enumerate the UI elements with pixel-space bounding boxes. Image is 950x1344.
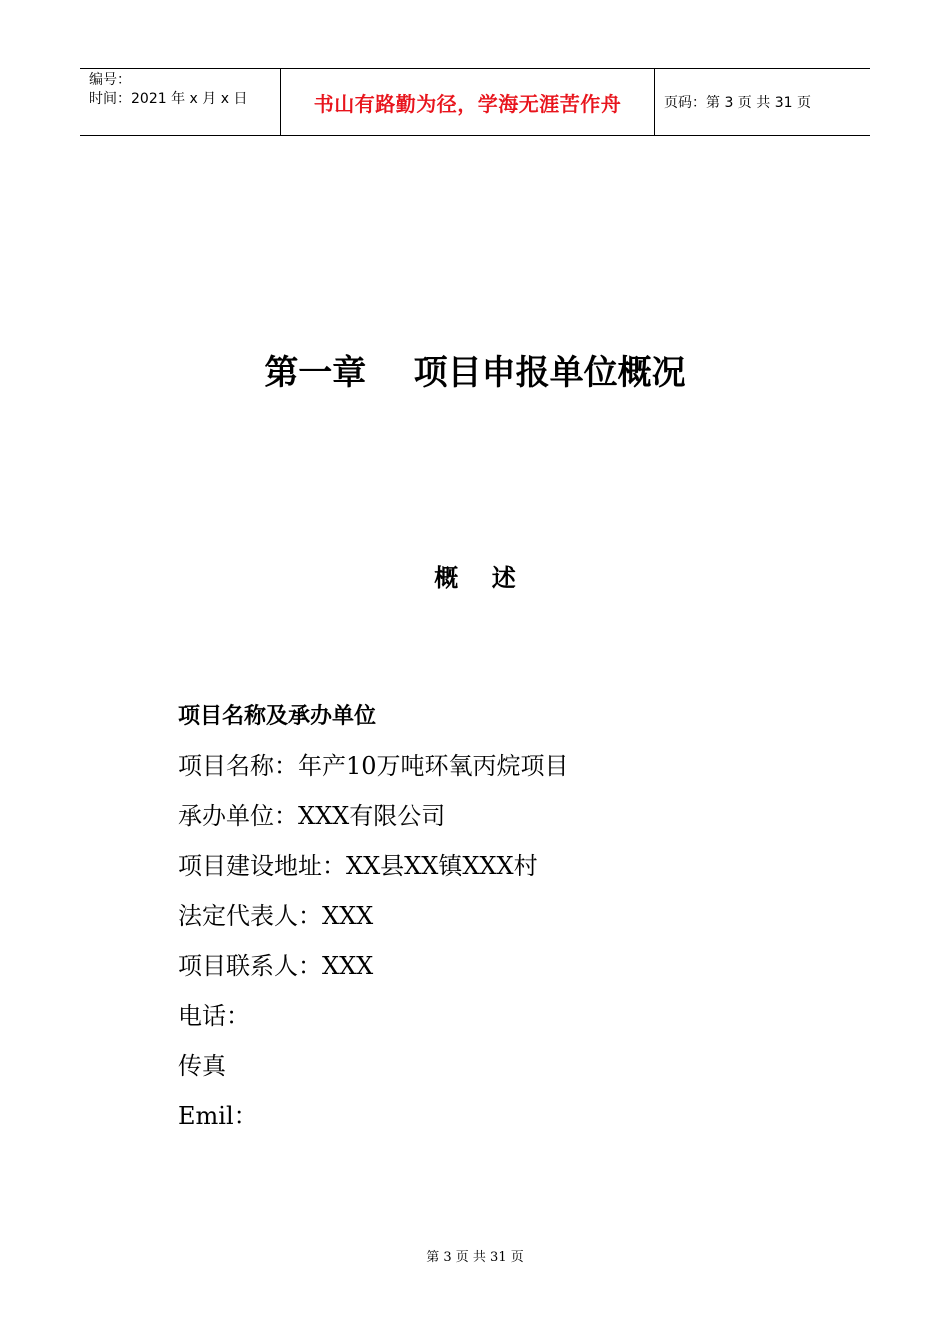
page-header bbox=[80, 68, 870, 136]
info-line-address: 项目建设地址：XX县XX镇XXX村 bbox=[178, 852, 538, 880]
chapter-title: 第一章 项目申报单位概况 bbox=[264, 353, 686, 393]
header-motto-cell bbox=[281, 69, 655, 135]
info-line-email: Emil： bbox=[178, 1102, 258, 1130]
info-heading: 项目名称及承办单位 bbox=[178, 703, 377, 729]
project-info-block bbox=[178, 700, 569, 1150]
motto-text: 书山有路勤为径，学海无涯苦作舟 bbox=[313, 91, 622, 116]
time-label: 时间：2021 年 x 月 x 日 bbox=[89, 91, 248, 107]
info-line-organizer: 承办单位：XXX有限公司 bbox=[178, 802, 446, 830]
info-line-contact: 项目联系人：XXX bbox=[178, 952, 374, 980]
section-title: 概 述 bbox=[434, 563, 516, 592]
info-line-legal-rep: 法定代表人：XXX bbox=[178, 902, 374, 930]
header-meta-cell bbox=[80, 69, 281, 135]
header-page-cell bbox=[655, 69, 870, 135]
page-footer: 第 3 页 共 31 页 bbox=[426, 1250, 524, 1265]
page-info: 页码：第 3 页 共 31 页 bbox=[664, 95, 811, 111]
info-line-fax: 传真 bbox=[178, 1052, 226, 1080]
info-line-project-name: 项目名称：年产10万吨环氧丙烷项目 bbox=[178, 752, 569, 780]
number-label: 编号： bbox=[89, 72, 131, 88]
info-line-phone: 电话： bbox=[178, 1002, 250, 1030]
